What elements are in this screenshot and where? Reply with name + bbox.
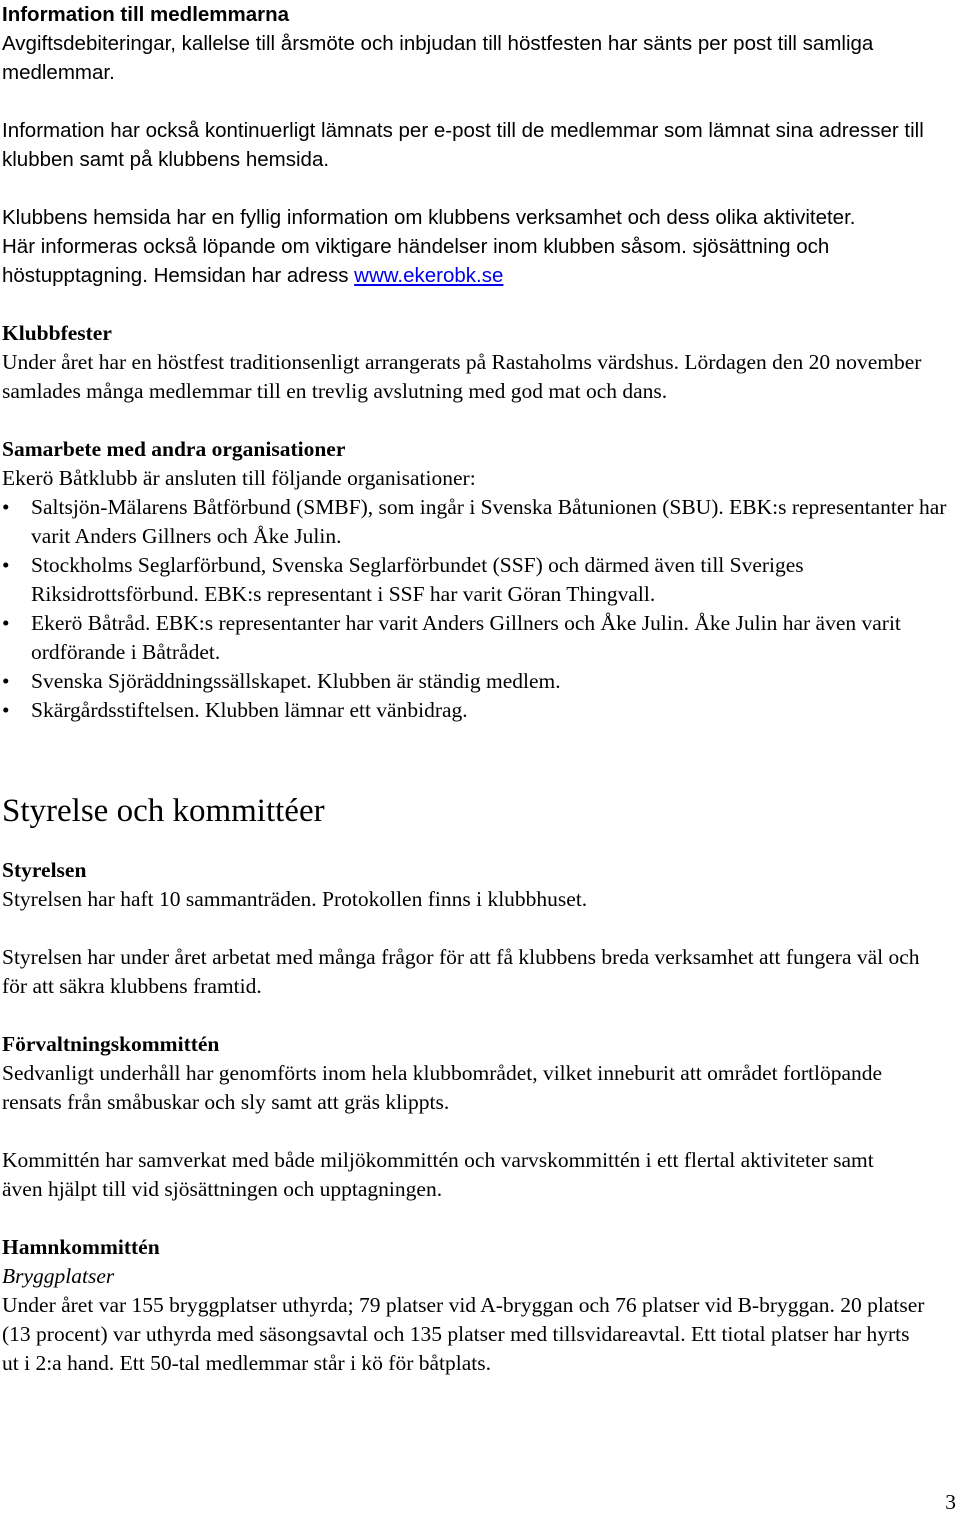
bullet-icon: • (2, 611, 10, 635)
paragraph-styrelsen-meetings: Styrelsen har haft 10 sammanträden. Protokollen finns i klubbhuset. (2, 887, 588, 911)
paragraph-forvaltning-maintenance: Sedvanligt underhåll har genomförts inom hela klubbområdet, vilket inneburit att området fortlöpande rensats från småbuskar och sly samt att gräs klippts. (2, 1061, 883, 1114)
section-heading-styrelsen: Styrelsen (2, 858, 87, 882)
section-heading-klubbfester: Klubbfester (2, 321, 112, 345)
section-heading-forvaltning: Förvaltningskommittén (2, 1032, 220, 1056)
paragraph-email-info: Information har också kontinuerligt lämnats per e-post till de medlemmar som lämnat sina adresser till klubben samt på klubbens hemsida. (2, 119, 924, 171)
list-item: • Ekerö Båtråd. EBK:s representanter har varit Anders Gillners och Åke Julin. Åke Julin har även varit ordförande i Båtrådet. (2, 611, 901, 664)
bullet-icon: • (2, 669, 10, 693)
document-page (2, 0, 954, 1378)
section-heading-samarbete: Samarbete med andra organisationer (2, 437, 346, 461)
list-item: • Skärgårdsstiftelsen. Klubben lämnar ett vänbidrag. (2, 696, 954, 725)
website-text: Klubbens hemsida har en fyllig information om klubbens verksamhet och dess olika aktiviteter. Här informeras också löpande om viktigare händelser inom klubben såsom. sjösättning och höstupptagning. Hemsidan har adress (2, 206, 856, 287)
paragraph-styrelsen-work: Styrelsen har under året arbetat med många frågor för att få klubbens breda verksamhet att fungera väl och för att säkra klubbens framtid. (2, 945, 920, 998)
page-title-styrelse: Styrelse och kommittéer (2, 793, 325, 829)
paragraph-bryggplatser: Under året var 155 bryggplatser uthyrda; 79 platser vid A-bryggan och 76 platser vid B-bryggan. 20 platser (13 procent) var uthyrda med säsongsavtal och 135 platser med tillsvidareavtal. Ett tiotal platser har hyrts ut i 2:a hand. Ett 50-tal medlemmar står i kö för båtplats. (2, 1293, 925, 1375)
paragraph-klubbfester: Under året har en höstfest traditionsenligt arrangerats på Rastaholms värdshus. Lördagen den 20 november samlades många medlemmar till en trevlig avslutning med god mat och dans. (2, 350, 922, 403)
page-number: 3 (945, 1490, 956, 1514)
list-item: • Svenska Sjöräddningssällskapet. Klubben är ständig medlem. (2, 667, 954, 696)
paragraph-forvaltning-cooperation: Kommittén har samverkat med både miljökommittén och varvskommittén i ett flertal aktiviteter samt även hjälpt till vid sjösättningen och upptagningen. (2, 1148, 874, 1201)
paragraph-samarbete-intro: Ekerö Båtklubb är ansluten till följande organisationer: (2, 466, 476, 490)
subheading-bryggplatser: Bryggplatser (2, 1264, 115, 1288)
website-link[interactable]: www.ekerobk.se (354, 264, 504, 287)
bullet-icon: • (2, 698, 10, 722)
list-item: • Stockholms Seglarförbund, Svenska Seglarförbundet (SSF) och därmed även till Sveriges Riksidrottsförbund. EBK:s representant i SSF har varit Göran Thingvall. (2, 553, 804, 606)
organisation-list (2, 493, 954, 725)
list-item: • Saltsjön-Mälarens Båtförbund (SMBF), som ingår i Svenska Båtunionen (SBU). EBK:s representanter har varit Anders Gillners och Åke Julin. (2, 495, 947, 548)
paragraph-mailings: Avgiftsdebiteringar, kallelse till årsmöte och inbjudan till höstfesten har sänts per post till samliga medlemmar. (2, 32, 874, 84)
section-heading-information: Information till medlemmarna (2, 3, 290, 26)
bullet-icon: • (2, 553, 10, 577)
bullet-icon: • (2, 495, 10, 519)
section-heading-hamn: Hamnkommittén (2, 1235, 160, 1259)
paragraph-website (2, 203, 882, 290)
